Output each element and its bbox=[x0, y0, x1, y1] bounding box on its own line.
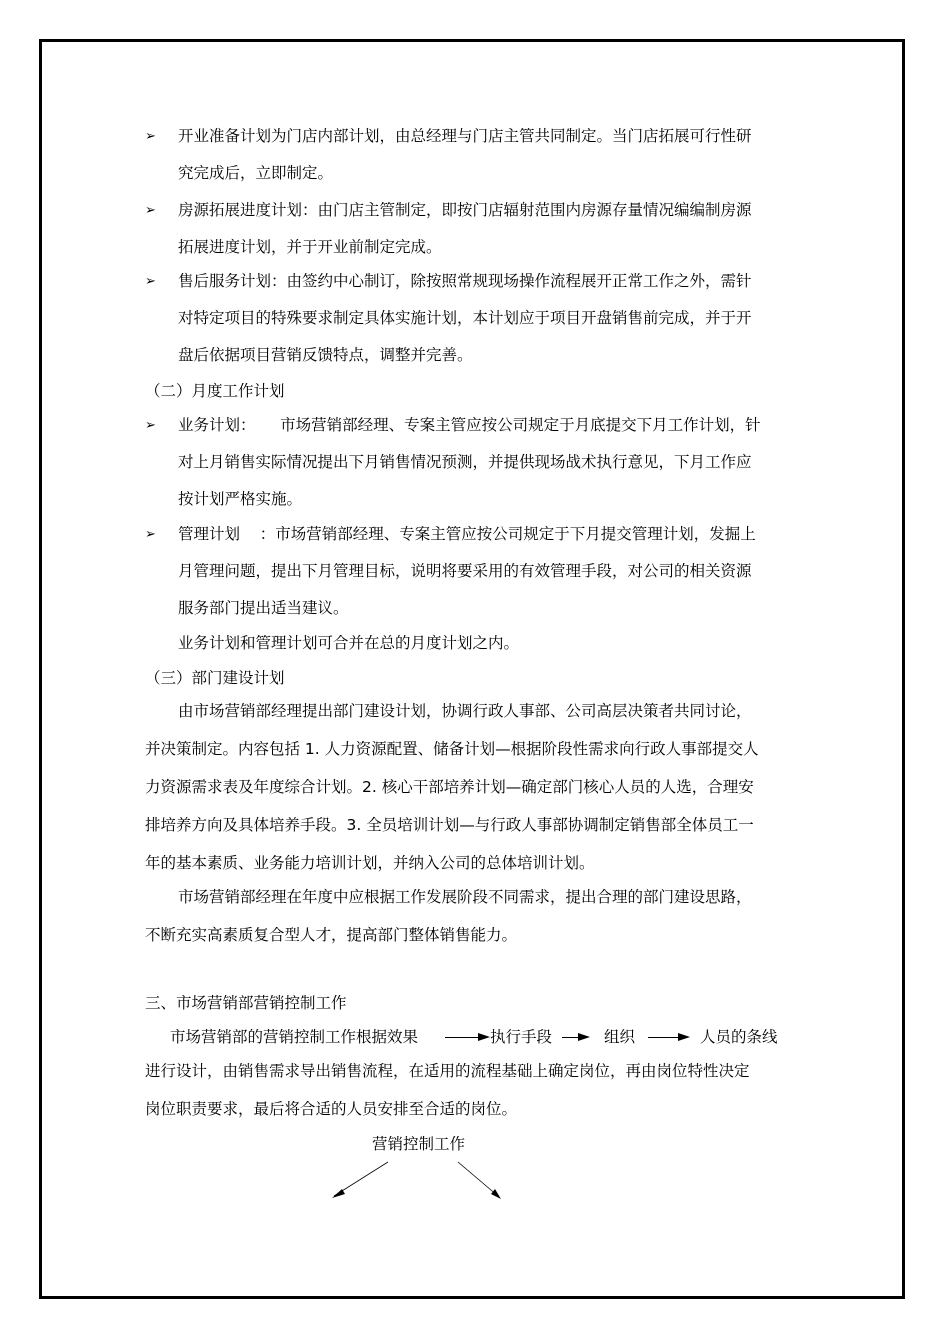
bullet-line: 房源拓展进度计划：由门店主管制定，即按门店辐射范围内房源存量情况编编制房源 bbox=[178, 201, 752, 219]
diagram-title: 营销控制工作 bbox=[372, 1135, 466, 1153]
arrow-bullet-icon: ➢ bbox=[145, 418, 156, 433]
flow-arrow-icon bbox=[478, 1033, 490, 1041]
bullet-housing-progress-plan bbox=[145, 192, 810, 266]
merge-note: 业务计划和管理计划可合并在总的月度计划之内。 bbox=[178, 634, 520, 652]
bullet-line: 究完成后，立即制定。 bbox=[178, 164, 334, 182]
bullet-opening-plan bbox=[145, 118, 810, 192]
diagram-branch-arrows bbox=[320, 1160, 520, 1210]
arrow-head-right-icon bbox=[491, 1189, 501, 1199]
section-heading-department: （三）部门建设计划 bbox=[145, 669, 285, 687]
paragraph-line: 并决策制定。内容包括 1. 人力资源配置、储备计划—根据阶段性需求向行政人事部提交人 bbox=[145, 740, 759, 758]
paragraph-line: 力资源需求表及年度综合计划。2. 核心干部培养计划—确定部门核心人员的人选，合理安 bbox=[145, 778, 754, 796]
chapter-heading-marketing-control: 三、市场营销部营销控制工作 bbox=[145, 994, 347, 1012]
flow-step-personnel: 人员的条线 bbox=[700, 1028, 778, 1046]
arrow-bullet-icon: ➢ bbox=[145, 274, 156, 289]
bullet-line: 管理计划 ：市场营销部经理、专案主管应按公司规定于下月提交管理计划，发掘上 bbox=[178, 525, 756, 543]
flow-arrow-icon bbox=[578, 1033, 590, 1041]
bullet-line: 对上月销售实际情况提出下月销售情况预测，并提供现场战术执行意见，下月工作应 bbox=[178, 453, 752, 471]
bullet-after-sales-plan bbox=[145, 263, 810, 374]
bullet-line: 按计划严格实施。 bbox=[178, 490, 303, 508]
paragraph-line: 岗位职责要求，最后将合适的人员安排至合适的岗位。 bbox=[145, 1100, 518, 1118]
paragraph-line: 年的基本素质、业务能力培训计划，并纳入公司的总体培训计划。 bbox=[145, 854, 595, 872]
flow-intro-text: 市场营销部的营销控制工作根据效果 bbox=[170, 1028, 419, 1046]
flow-step-execution: 执行手段 bbox=[490, 1028, 553, 1046]
bullet-business-plan bbox=[145, 407, 810, 518]
paragraph-line: 排培养方向及具体培养手段。3. 全员培训计划—与行政人事部协调制定销售部全体员工一 bbox=[145, 816, 754, 834]
bullet-line: 拓展进度计划，并于开业前制定完成。 bbox=[178, 238, 442, 256]
bullet-line: 服务部门提出适当建议。 bbox=[178, 599, 349, 617]
section-heading-monthly: （二）月度工作计划 bbox=[145, 382, 285, 400]
branch-right-line bbox=[458, 1162, 498, 1196]
flow-step-organization: 组织 bbox=[604, 1028, 636, 1046]
paragraph-line: 由市场营销部经理提出部门建设计划，协调行政人事部、公司高层决策者共同讨论， bbox=[178, 702, 752, 720]
paragraph-line: 市场营销部经理在年度中应根据工作发展阶段不同需求，提出合理的部门建设思路， bbox=[178, 888, 752, 906]
bullet-line: 售后服务计划：由签约中心制订，除按照常规现场操作流程展开正常工作之外，需针 bbox=[178, 272, 752, 290]
arrow-bullet-icon: ➢ bbox=[145, 527, 156, 542]
bullet-line: 盘后依据项目营销反馈特点，调整并完善。 bbox=[178, 346, 473, 364]
bullet-management-plan bbox=[145, 516, 810, 627]
bullet-line: 对特定项目的特殊要求制定具体实施计划，本计划应于项目开盘销售前完成，并于开 bbox=[178, 309, 752, 327]
arrow-bullet-icon: ➢ bbox=[145, 129, 156, 144]
paragraph-line: 进行设计，由销售需求导出销售流程，在适用的流程基础上确定岗位，再由岗位特性决定 bbox=[145, 1062, 750, 1080]
paragraph-line: 不断充实高素质复合型人才，提高部门整体销售能力。 bbox=[145, 926, 518, 944]
arrow-bullet-icon: ➢ bbox=[145, 203, 156, 218]
bullet-line: 月管理问题，提出下月管理目标，说明将要采用的有效管理手段，对公司的相关资源 bbox=[178, 562, 752, 580]
bullet-line: 开业准备计划为门店内部计划，由总经理与门店主管共同制定。当门店拓展可行性研 bbox=[178, 127, 752, 145]
flow-arrow-icon bbox=[678, 1033, 690, 1041]
bullet-line: 业务计划： 市场营销部经理、专案主管应按公司规定于月底提交下月工作计划，针 bbox=[178, 416, 761, 434]
